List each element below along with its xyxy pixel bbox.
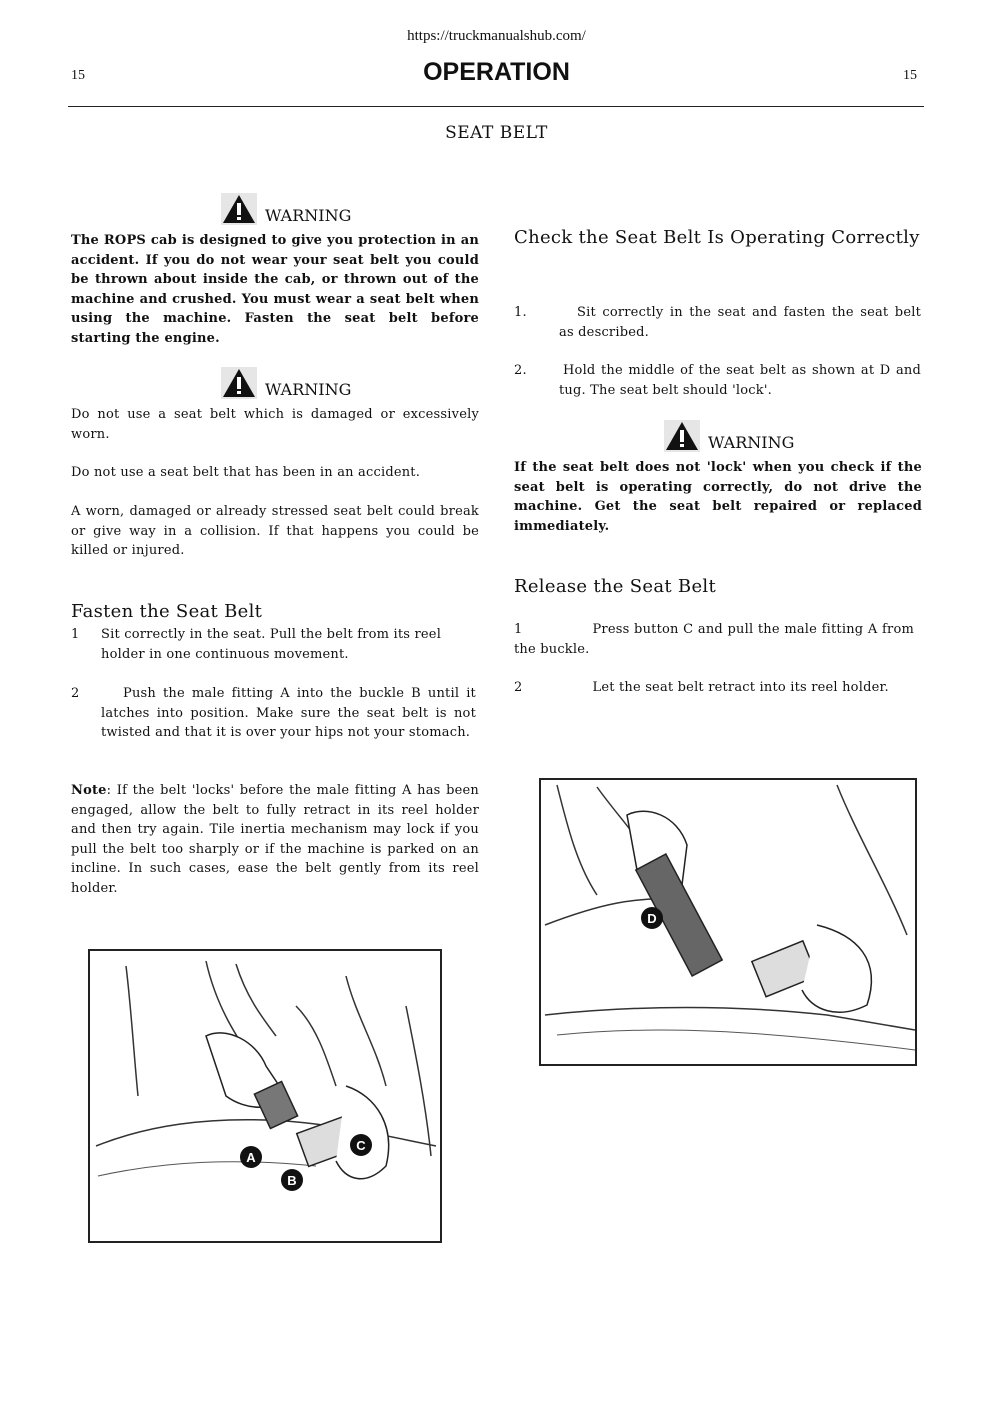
svg-text:C: C (356, 1138, 366, 1153)
warning-icon (664, 420, 700, 452)
fasten-seat-belt-illustration (86, 946, 444, 1246)
step-text: Sit correctly in the seat and fasten the seat belt as described. (559, 305, 921, 340)
step-text (514, 620, 914, 659)
step-text: Hold the middle of the seat belt as shown at D and tug. The seat belt should 'lock'. (559, 363, 921, 398)
page-title: OPERATION (423, 58, 570, 86)
step-number: 2 (71, 686, 80, 701)
check-seat-belt-illustration (537, 775, 919, 1069)
release-step-1 (514, 620, 922, 660)
section-title: SEAT BELT (445, 123, 548, 143)
check-step-1 (514, 303, 922, 343)
warning-label: WARNING (265, 380, 352, 399)
step-number: 1 (71, 627, 80, 642)
warning-icon (221, 367, 257, 399)
step-body: Press button C and pull the male fitting A from the buckle. (514, 622, 914, 657)
check-heading: Check the Seat Belt Is Operating Correctly (514, 227, 920, 248)
warning-label: WARNING (708, 433, 795, 452)
warning-icon (221, 193, 257, 225)
fasten-note (71, 781, 479, 898)
warning-block-3 (664, 420, 804, 454)
release-step-2 (514, 678, 922, 718)
step-number: 1. (514, 305, 527, 320)
warning-label: WARNING (265, 206, 352, 225)
warning-block-1 (221, 193, 361, 227)
callout-c (350, 1134, 372, 1156)
callout-a (240, 1146, 262, 1168)
step-text (514, 678, 914, 698)
note-text: : If the belt 'locks' before the male fitting A has been engaged, allow the belt to fully retract in its reel holder and then try again. Tile inertia mechanism may lock if you pull the belt too sharply or if the machine is parked on an incline. In such cases, ease the belt gently from its reel holder. (71, 783, 479, 896)
step-number: 2 (514, 680, 523, 695)
check-step-2 (514, 361, 922, 401)
callout-b (281, 1169, 303, 1191)
warning-2-paragraph-3: A worn, damaged or already stressed seat belt could break or give way in a collision. If that happens you could be killed or injured. (71, 504, 479, 558)
page-number-right: 15 (903, 68, 917, 83)
fasten-step-1 (71, 625, 479, 665)
step-text: Sit correctly in the seat. Pull the belt from its reel holder in one continuous movement. (101, 627, 442, 662)
fasten-step-2 (71, 684, 479, 764)
warning-1-text: The ROPS cab is designed to give you protection in an accident. If you do not wear your seat belt you could be thrown about inside the cab, or thrown out of the machine and crushed. You must wear a seat belt when using the machine. Fasten the seat belt before starting the engine. (71, 233, 479, 346)
warning-2-paragraph-2: Do not use a seat belt that has been in an accident. (71, 465, 421, 480)
svg-text:B: B (287, 1173, 297, 1188)
step-number: 2. (514, 363, 527, 378)
step-number: 1 (514, 622, 523, 637)
release-heading: Release the Seat Belt (514, 576, 716, 597)
warning-block-2 (221, 367, 361, 401)
header-rule (68, 106, 924, 107)
step-text: Push the male fitting A into the buckle B until it latches into position. Make sure the seat belt is not twisted and that it is over your hips not your stomach. (101, 686, 476, 740)
svg-text:D: D (647, 911, 657, 926)
page-number-left: 15 (71, 68, 85, 83)
fasten-heading: Fasten the Seat Belt (71, 601, 263, 622)
warning-3-text: If the seat belt does not 'lock' when you check if the seat belt is operating correctly, do not drive the machine. Get the seat belt repaired or replaced immediately. (514, 460, 922, 534)
svg-text:A: A (246, 1150, 256, 1165)
warning-2-paragraph-1: Do not use a seat belt which is damaged or excessively worn. (71, 407, 479, 442)
callout-d (641, 907, 663, 929)
source-url[interactable]: https://truckmanualshub.com/ (407, 28, 586, 44)
step-body: Let the seat belt retract into its reel holder. (592, 680, 889, 695)
note-label: Note (71, 783, 107, 798)
